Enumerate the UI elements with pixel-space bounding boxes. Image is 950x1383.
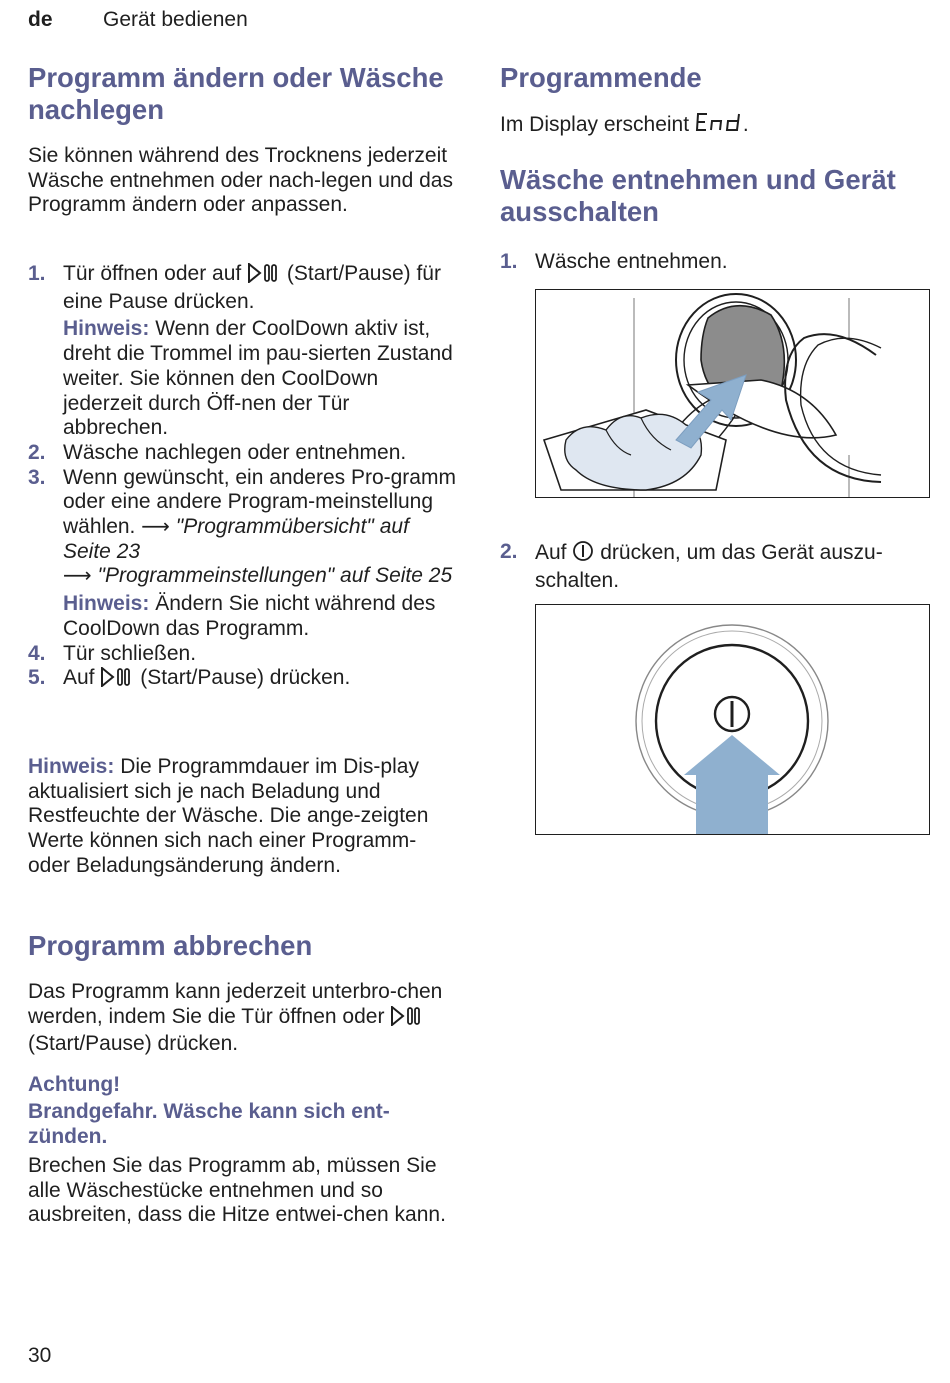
note-text: Wenn der CoolDown aktiv ist, dreht die Trommel im pau-sierten Zustand weiter. Sie können den CoolDown jederzeit durch Öff-nen der Tür abbrechen. [63, 317, 453, 440]
step-text: Wenn gewünscht, ein anderes Pro-gramm oder eine andere Program-meinstellung wählen. [63, 465, 456, 539]
step-note [63, 592, 460, 641]
cross-reference-link[interactable]: "Programmübersicht" auf Seite 23 [63, 515, 409, 563]
list-item [28, 642, 460, 667]
list-item [500, 540, 930, 593]
step-number: 5. [28, 666, 46, 690]
step-number: 1. [500, 250, 518, 273]
list-item [28, 466, 460, 642]
step-text-cont: (Start/Pause) für eine Pause drücken. [63, 262, 441, 313]
step-number: 2. [28, 440, 46, 464]
warning-title: Achtung! [28, 1073, 121, 1096]
start-pause-icon [390, 1006, 424, 1033]
abbrechen-text-cont: (Start/Pause) drücken. [28, 1032, 239, 1056]
note-label: Hinweis: [63, 317, 150, 341]
hint-text: Die Programmdauer im Dis-play aktualisiert sich je nach Beladung und Restfeuchte der Wäsche. Die ange-zeigten Werte können sich nach einer Programm- oder Beladungsänderung ändern. [28, 755, 429, 877]
steps-list [28, 262, 460, 694]
step-text: Auf [63, 666, 95, 690]
note-label: Hinweis: [63, 592, 150, 616]
note-text: Ändern Sie nicht während des CoolDown das Programm. [63, 592, 436, 640]
step-text-cont: (Start/Pause) drücken. [140, 666, 351, 690]
intro-paragraph: Sie können während des Trocknens jederzeit Wäsche entnehmen oder nach-legen und das Programm ändern oder anpassen. [28, 144, 453, 217]
section-heading-programm-aendern: Programm ändern oder Wäsche nachlegen [28, 62, 444, 125]
power-icon [572, 540, 594, 569]
programmende-text [500, 111, 930, 140]
list-item [28, 262, 460, 441]
section-heading-programmende: Programmende [500, 62, 702, 93]
start-pause-icon [100, 667, 134, 694]
laundry-removal-illustration [535, 289, 930, 498]
step-text-cont: drücken, um das Gerät auszu-schalten. [535, 541, 883, 592]
arrow-right-icon: ⟶ [63, 565, 92, 588]
step-text: Wäsche entnehmen. [535, 250, 728, 273]
step-number: 2. [500, 540, 518, 563]
hint-label: Hinweis: [28, 755, 115, 778]
header-title: Gerät bedienen [103, 8, 248, 31]
arrow-right-icon: ⟶ [141, 516, 170, 539]
list-item [500, 250, 930, 275]
right-steps-1 [500, 250, 930, 275]
warning-text: Brechen Sie das Programm ab, müssen Sie alle Wäschestücke entnehmen und so ausbreiten, dass die Hitze entwei-chen kann. [28, 1154, 446, 1227]
list-item [28, 666, 460, 694]
cross-reference-link[interactable]: "Programmeinstellungen" auf Seite 25 [97, 564, 453, 588]
power-button-illustration [535, 604, 930, 835]
display-text-intro: Im Display erscheint [500, 113, 690, 136]
hint-paragraph [28, 755, 460, 879]
step-number: 3. [28, 465, 46, 489]
warning-subtitle: Brandgefahr. Wäsche kann sich ent-zünden. [28, 1100, 390, 1148]
abbrechen-text: Das Programm kann jederzeit unterbro-chen werden, indem Sie die Tür öffnen oder [28, 980, 443, 1028]
start-pause-icon [247, 263, 281, 290]
abbrechen-paragraph [28, 980, 460, 1057]
display-end-icon [695, 111, 743, 140]
section-heading-programm-abbrechen: Programm abbrechen [28, 930, 313, 961]
step-text: Tür schließen. [63, 641, 197, 665]
section-heading-waesche-entnehmen: Wäsche entnehmen und Gerät ausschalten [500, 164, 896, 227]
language-code: de [28, 8, 53, 31]
list-item [28, 441, 460, 466]
step-note [63, 317, 460, 441]
page-number: 30 [28, 1344, 52, 1367]
step-number: 4. [28, 641, 46, 665]
display-text-period: . [742, 113, 749, 136]
step-number: 1. [28, 262, 46, 285]
step-text: Wäsche nachlegen oder entnehmen. [63, 440, 407, 464]
step-text: Tür öffnen oder auf [63, 262, 242, 285]
step-text: Auf [535, 541, 567, 564]
right-steps-2 [500, 540, 930, 593]
